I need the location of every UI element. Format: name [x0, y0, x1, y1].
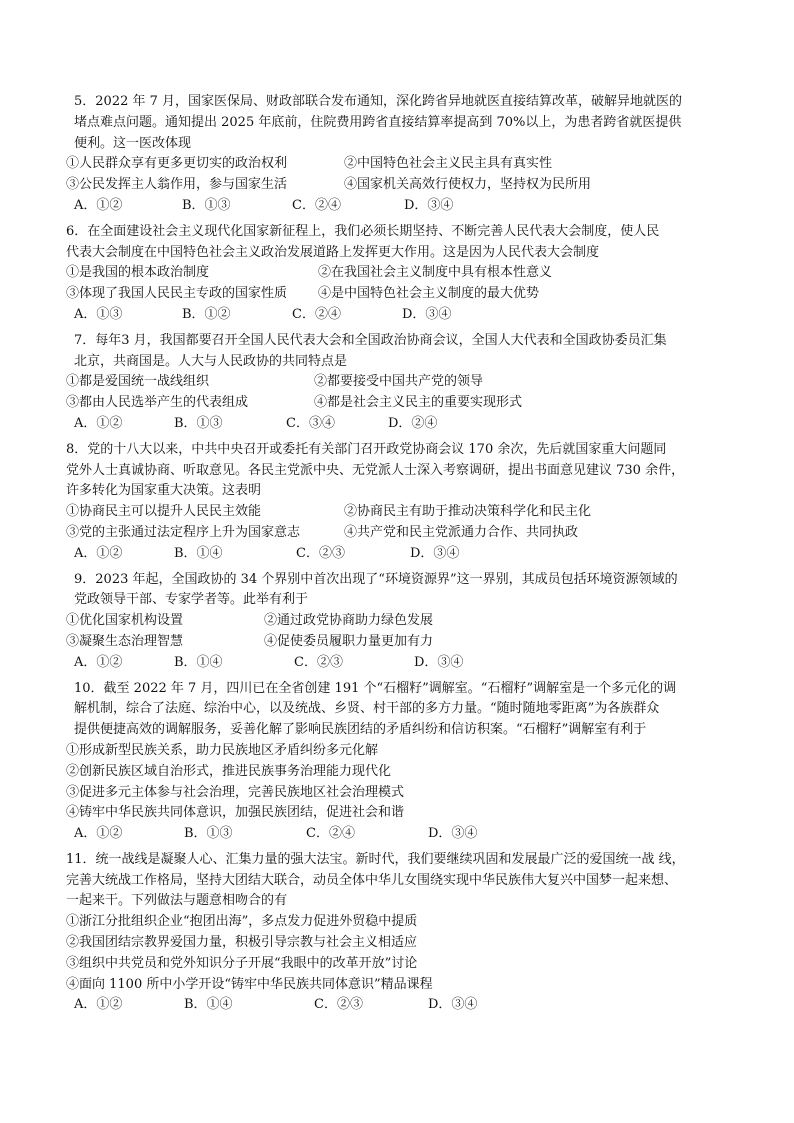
- option-c[interactable]: C．②③: [296, 545, 345, 561]
- option-d[interactable]: D．③④: [404, 197, 454, 213]
- statement-row: [66, 175, 746, 196]
- question-11: [66, 850, 746, 1016]
- statement-3: ③促进多元主体参与社会治理，完善民族地区社会治理模式: [66, 784, 405, 800]
- option-c[interactable]: C．②③: [314, 997, 363, 1013]
- option-d[interactable]: D．③④: [428, 997, 478, 1013]
- question-stem-line: 许多转化为国家重大决策。这表明: [66, 483, 262, 499]
- question-stem-line: 党政领导干部、专家学者等。此举有利于: [74, 592, 309, 608]
- option-a[interactable]: A．①②: [74, 997, 123, 1013]
- question-stem-line: 代表大会制度在中国特色社会主义政治发展道路上发挥更大作用。这是因为人民代表大会制度: [66, 244, 600, 260]
- statement-3: ③都由人民选举产生的代表组成: [66, 395, 249, 411]
- option-d[interactable]: D．③④: [428, 826, 478, 842]
- statement-4: ④面向 1100 所中小学开设“铸牢中华民族共同体意识”精品课程: [66, 976, 433, 992]
- statement-row: [66, 284, 746, 305]
- answer-options: [66, 196, 746, 217]
- question-stem-line: 5．2022 年 7 月，国家医保局、财政部联合发布通知，深化跨省异地就医直接结算改革，破解异地就医的: [74, 94, 683, 109]
- statement-4: ④都是社会主义民主的重要实现形式: [314, 395, 523, 411]
- answer-options: [66, 544, 746, 565]
- option-d[interactable]: D．③④: [414, 654, 464, 670]
- question-stem-line: 便利。这一医改体现: [74, 135, 192, 151]
- question-stem-line: 解机制，综合了法庭、综治中心，以及统战、乡贤、村干部的多方力量。“随时随地零距离”为各族群众: [74, 701, 660, 717]
- statement-1: ①人民群众享有更多更切实的政治权利: [66, 156, 288, 172]
- statement-row: [66, 523, 746, 544]
- question-stem-line: 提供便捷高效的调解服务，妥善化解了影响民族团结的矛盾纠纷和信访积案。“石榴籽”调解室有利于: [74, 722, 647, 738]
- option-b[interactable]: B．①③: [174, 415, 223, 431]
- statement-1: ①协商民主可以提升人民民主效能: [66, 504, 262, 520]
- statement-3: ③公民发挥主人翁作用，参与国家生活: [66, 177, 288, 193]
- statement-4: ④铸牢中华民族共同体意识，加强民族团结，促进社会和谐: [66, 805, 405, 821]
- question-stem-line: 6．在全面建设社会主义现代化国家新征程上，我们必须长期坚持、不断完善人民代表大会制度，使人民: [66, 223, 660, 239]
- question-stem-line: 堵点难点问题。通知提出 2025 年底前，住院费用跨省直接结算率提高到 70%以上，为患者跨省就医提供: [74, 114, 682, 130]
- question-stem-line: 完善大统战工作格局，坚持大团结大联合，动员全体中华儿女围绕实现中华民族伟大复兴中国梦一起来想、: [66, 872, 678, 888]
- statement-2: ②在我国社会主义制度中具有根本性意义: [318, 265, 553, 281]
- option-c[interactable]: C．②④: [292, 306, 341, 322]
- question-10: [66, 679, 746, 845]
- statement-row: [66, 263, 746, 284]
- option-a[interactable]: A．①②: [74, 197, 123, 213]
- statement-1: ①优化国家机构设置: [66, 613, 184, 629]
- option-b[interactable]: B．①③: [184, 826, 233, 842]
- question-stem-line: 一起来干。下列做法与题意相吻合的有: [66, 893, 288, 909]
- question-stem-line: 北京，共商国是。人大与人民政协的共同特点是: [74, 353, 348, 369]
- statement-3: ③组织中共党员和党外知识分子开展“我眼中的改革开放”讨论: [66, 955, 418, 971]
- option-a[interactable]: A．①②: [74, 545, 123, 561]
- statement-row: [66, 393, 746, 414]
- statement-1: ①浙江分批组织企业“抱团出海”，多点发力促进外贸稳中提质: [66, 914, 418, 930]
- option-d[interactable]: D．③④: [402, 306, 452, 322]
- statement-3: ③党的主张通过法定程序上升为国家意志: [66, 524, 301, 540]
- option-b[interactable]: B．①④: [184, 997, 233, 1013]
- option-b[interactable]: B．①②: [182, 306, 231, 322]
- option-d[interactable]: D．③④: [410, 545, 460, 561]
- option-b[interactable]: B．①④: [174, 654, 223, 670]
- statement-row: [66, 154, 746, 175]
- question-stem-line: 10．截至 2022 年 7 月，四川已在全省创建 191 个“石榴籽”调解室。“石榴籽”调解室是一个多元化的调: [74, 680, 677, 696]
- option-b[interactable]: B．①③: [182, 197, 231, 213]
- statement-4: ④国家机关高效行使权力，坚持权为民所用: [344, 177, 592, 193]
- statement-4: ④是中国特色社会主义制度的最大优势: [318, 286, 540, 302]
- answer-options: [66, 414, 746, 435]
- question-stem-line: 11．统一战线是凝聚人心、汇集力量的强大法宝。新时代，我们要继续巩固和发展最广泛的爱国统一战 线，: [66, 851, 685, 867]
- statement-row: [66, 502, 746, 523]
- statement-3: ③体现了我国人民民主专政的国家性质: [66, 286, 288, 302]
- question-stem-line: 党外人士真诚协商、听取意见。各民主党派中央、无党派人士深入考察调研，提出书面意见建议 730 余件，: [66, 462, 685, 478]
- statement-4: ④促使委员履职力量更加有力: [264, 633, 434, 649]
- question-9: [66, 570, 746, 674]
- option-c[interactable]: C．②④: [306, 826, 355, 842]
- option-a[interactable]: A．①②: [74, 826, 123, 842]
- exam-page: [66, 92, 746, 1021]
- statement-2: ②中国特色社会主义民主具有真实性: [344, 156, 553, 172]
- statement-row: [66, 372, 746, 393]
- option-c[interactable]: C．③④: [286, 415, 335, 431]
- statement-2: ②协商民主有助于推动决策科学化和民主化: [344, 504, 592, 520]
- option-a[interactable]: A．①②: [74, 415, 123, 431]
- question-stem-line: 8．党的十八大以来，中共中央召开或委托有关部门召开政党协商会议 170 余次，先后就国家重大问题同: [66, 441, 667, 457]
- statement-row: [66, 611, 746, 632]
- statement-2: ②创新民族区域自治形式，推进民族事务治理能力现代化: [66, 763, 392, 779]
- question-stem-line: 9．2023 年起，全国政协的 34 个界别中首次出现了“环境资源界”这一界别，其成员包括环境资源领域的: [74, 571, 678, 587]
- question-7: [66, 331, 746, 435]
- statement-row: [66, 632, 746, 653]
- statement-4: ④共产党和民主党派通力合作、共同执政: [344, 524, 579, 540]
- answer-options: [66, 824, 746, 845]
- answer-options: [66, 653, 746, 674]
- question-5: [66, 92, 746, 217]
- question-stem-line: 7．每年3 月，我国都要召开全国人民代表大会和全国政治协商会议，全国人大代表和全国政协委员汇集: [74, 332, 667, 348]
- answer-options: [66, 995, 746, 1016]
- statement-1: ①是我国的根本政治制度: [66, 265, 210, 281]
- statement-2: ②我国团结宗教界爱国力量，积极引导宗教与社会主义相适应: [66, 935, 418, 951]
- option-c[interactable]: C．②④: [292, 197, 341, 213]
- option-a[interactable]: A．①②: [74, 654, 123, 670]
- option-a[interactable]: A．①③: [74, 306, 123, 322]
- option-c[interactable]: C．②③: [294, 654, 343, 670]
- statement-1: ①形成新型民族关系，助力民族地区矛盾纠纷多元化解: [66, 742, 379, 758]
- statement-2: ②都要接受中国共产党的领导: [314, 374, 484, 390]
- question-6: [66, 222, 746, 326]
- statement-3: ③凝聚生态治理智慧: [66, 633, 184, 649]
- question-8: [66, 440, 746, 565]
- option-d[interactable]: D．②④: [388, 415, 438, 431]
- statement-1: ①都是爱国统一战线组织: [66, 374, 210, 390]
- statement-2: ②通过政党协商助力绿色发展: [264, 613, 434, 629]
- option-b[interactable]: B．①④: [174, 545, 223, 561]
- answer-options: [66, 305, 746, 326]
